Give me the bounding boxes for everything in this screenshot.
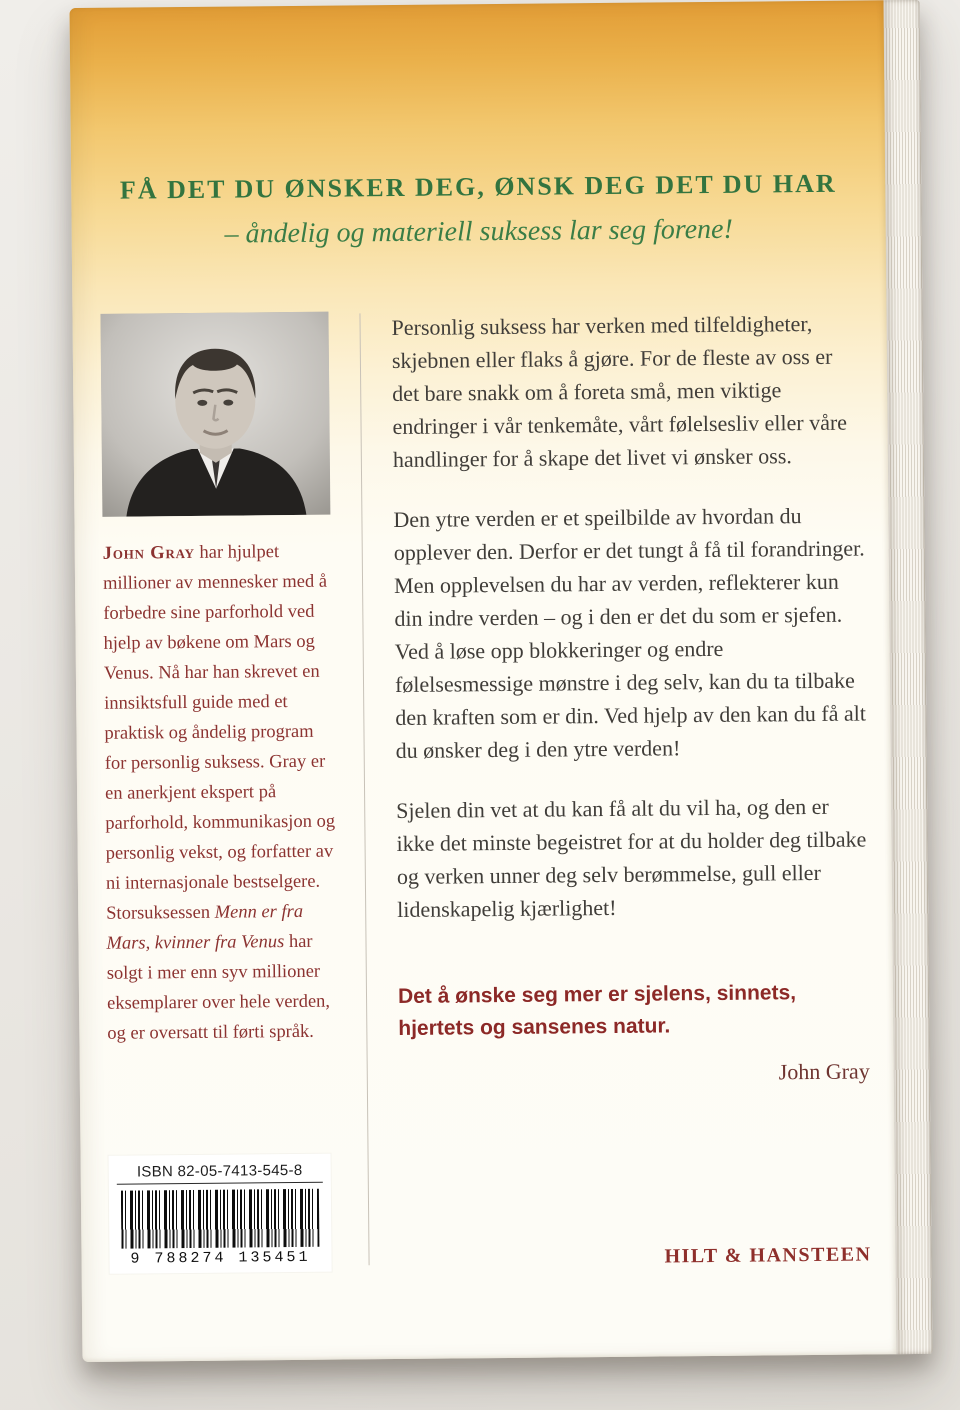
barcode-bars [121,1189,320,1249]
bio-text-2: har solgt i mer enn syv millioner eksemplarer over hele verden, og er oversatt til førti språk. [106,931,331,1044]
barcode-block [109,1154,332,1274]
isbn-text: ISBN 82-05-7413-545-8 [117,1162,323,1185]
cover-content [72,306,895,1274]
column-divider [359,313,369,1265]
barcode-digits: 9 788274 135451 [130,1248,311,1268]
left-column [100,312,341,1274]
cover-title: FÅ DET DU ØNSKER DEG, ØNSK DEG DET DU HAR [119,168,837,205]
author-photo [100,312,330,517]
body-paragraph-3: Sjelen din vet at du kan få alt du vil ha, og den er ikke det minste begeistret for at du holder deg tilbake og verken unner deg selv berømmelse, gull eller lidenskapelig kjærlighet! [396,793,867,923]
author-name: John Gray [102,542,195,564]
pull-quote: Det å ønske seg mer er sjelens, sinnets, hjertets og sansenes natur. [397,981,797,1041]
cover-subtitle: – åndelig og materiell suksess lar seg forene! [224,213,733,250]
right-column [391,307,871,1271]
publisher-name: HILT & HANSTEEN [664,1243,872,1268]
bio-text-1: har hjulpet millioner av mennesker med å forbedre sine parforhold ved hjelp av bøkene om Mars og Venus. Nå har han skrevet en innsiktsfull guide med et praktisk og åndelig program for personlig suksess. Gray er en anerkjent ekspert på parforhold, kommunikasjon og personlig vekst, og forfatter av ni internasjonale bestselgere. Storsuksessen [102,542,336,924]
bio-book-title: Menn er fra Mars, kvinner fra Venus [106,901,304,954]
cover-header [71,168,886,252]
book-back-cover [70,0,933,1362]
quote-attribution: John Gray [778,1058,870,1085]
body-paragraph-1: Personlig suksess har verken med tilfeldigheter, skjebnen eller flaks å gjøre. For de fleste av oss er det bare snakk om å foreta små, men viktige endringer i vår tenkemåte, vårt følelsesliv eller våre handlinger for å skape det livet vi ønsker oss. [391,310,848,473]
body-paragraph-2: Den ytre verden er et speilbilde av hvordan du opplever den. Derfor er det tungt å få til forandringer. Men opplevelsen du har av verden, reflekterer kun din indre verden – og i den er det du som er sjefen. Ved å løse opp blokkeringer og endre følelsesmessige mønstre i deg selv, kan du ta tilbake den kraften som er din. Ved hjelp av den kan du få alt du ønsker deg i den ytre verden! [393,503,867,764]
author-bio [103,537,340,1049]
cover-face [70,0,897,1362]
